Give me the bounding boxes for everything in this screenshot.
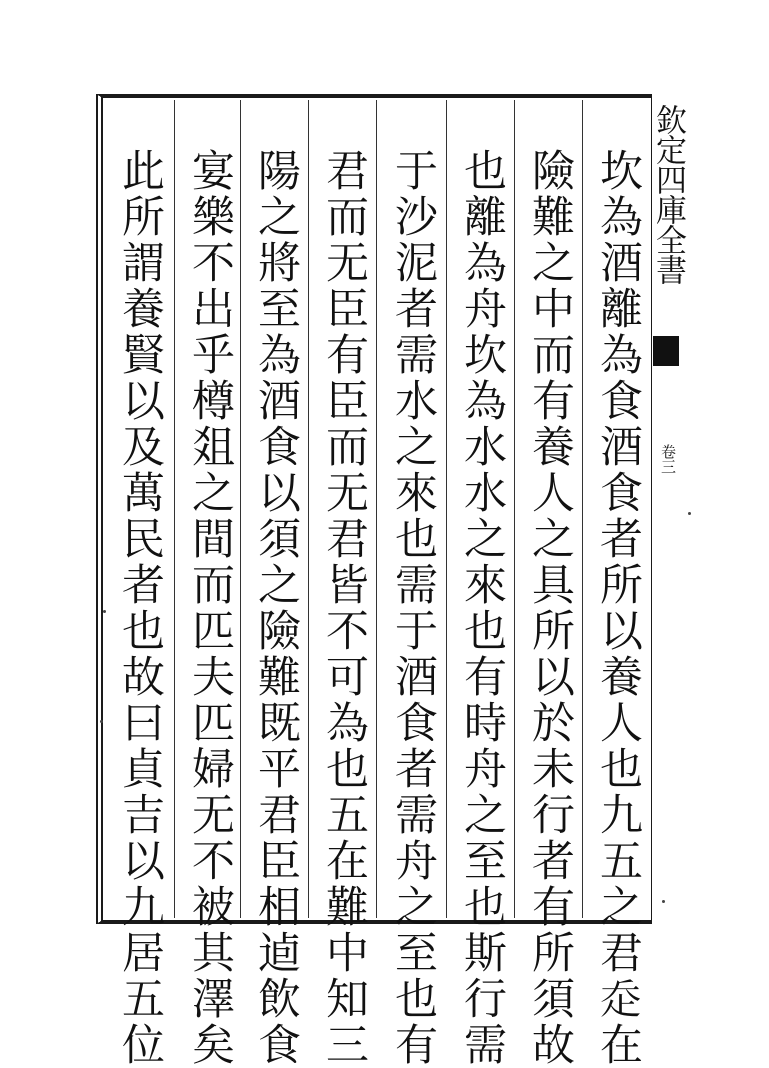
column-divider — [174, 100, 175, 918]
fishtail-mark — [653, 336, 679, 366]
margin-book-title: 欽定四庫全書 — [650, 104, 686, 284]
column-divider — [446, 100, 447, 918]
text-column-3: 也離為舟坎為水水之來也有時舟之至也斯行需 — [457, 148, 507, 1068]
ink-speck — [662, 900, 665, 903]
text-column-8: 此所謂養賢以及萬民者也故曰貞吉以九居五位 — [115, 148, 165, 1068]
margin-volume-label: 卷三 — [659, 444, 677, 474]
text-column-5: 君而无臣有臣而无君皆不可為也五在難中知三 — [319, 148, 369, 1068]
column-divider — [582, 100, 583, 918]
text-column-2: 險難之中而有養人之具所以於未行者有所須故 — [525, 148, 575, 1068]
column-divider — [376, 100, 377, 918]
text-column-6: 陽之將至為酒食以須之險難既平君臣相逌飲食 — [251, 148, 301, 1068]
text-column-1: 坎為酒離為食酒食者所以養人也九五之君𧺆在 — [593, 148, 643, 1068]
ink-speck — [103, 610, 106, 613]
text-column-4: 于沙泥者需水之來也需于酒食者需舟之至也有 — [388, 148, 438, 1068]
column-divider — [514, 100, 515, 918]
ink-speck — [688, 512, 691, 515]
ink-speck — [100, 720, 103, 723]
column-divider — [308, 100, 309, 918]
text-column-7: 宴樂不出乎樽爼之間而匹夫匹婦无不被其澤矣 — [185, 148, 235, 1068]
